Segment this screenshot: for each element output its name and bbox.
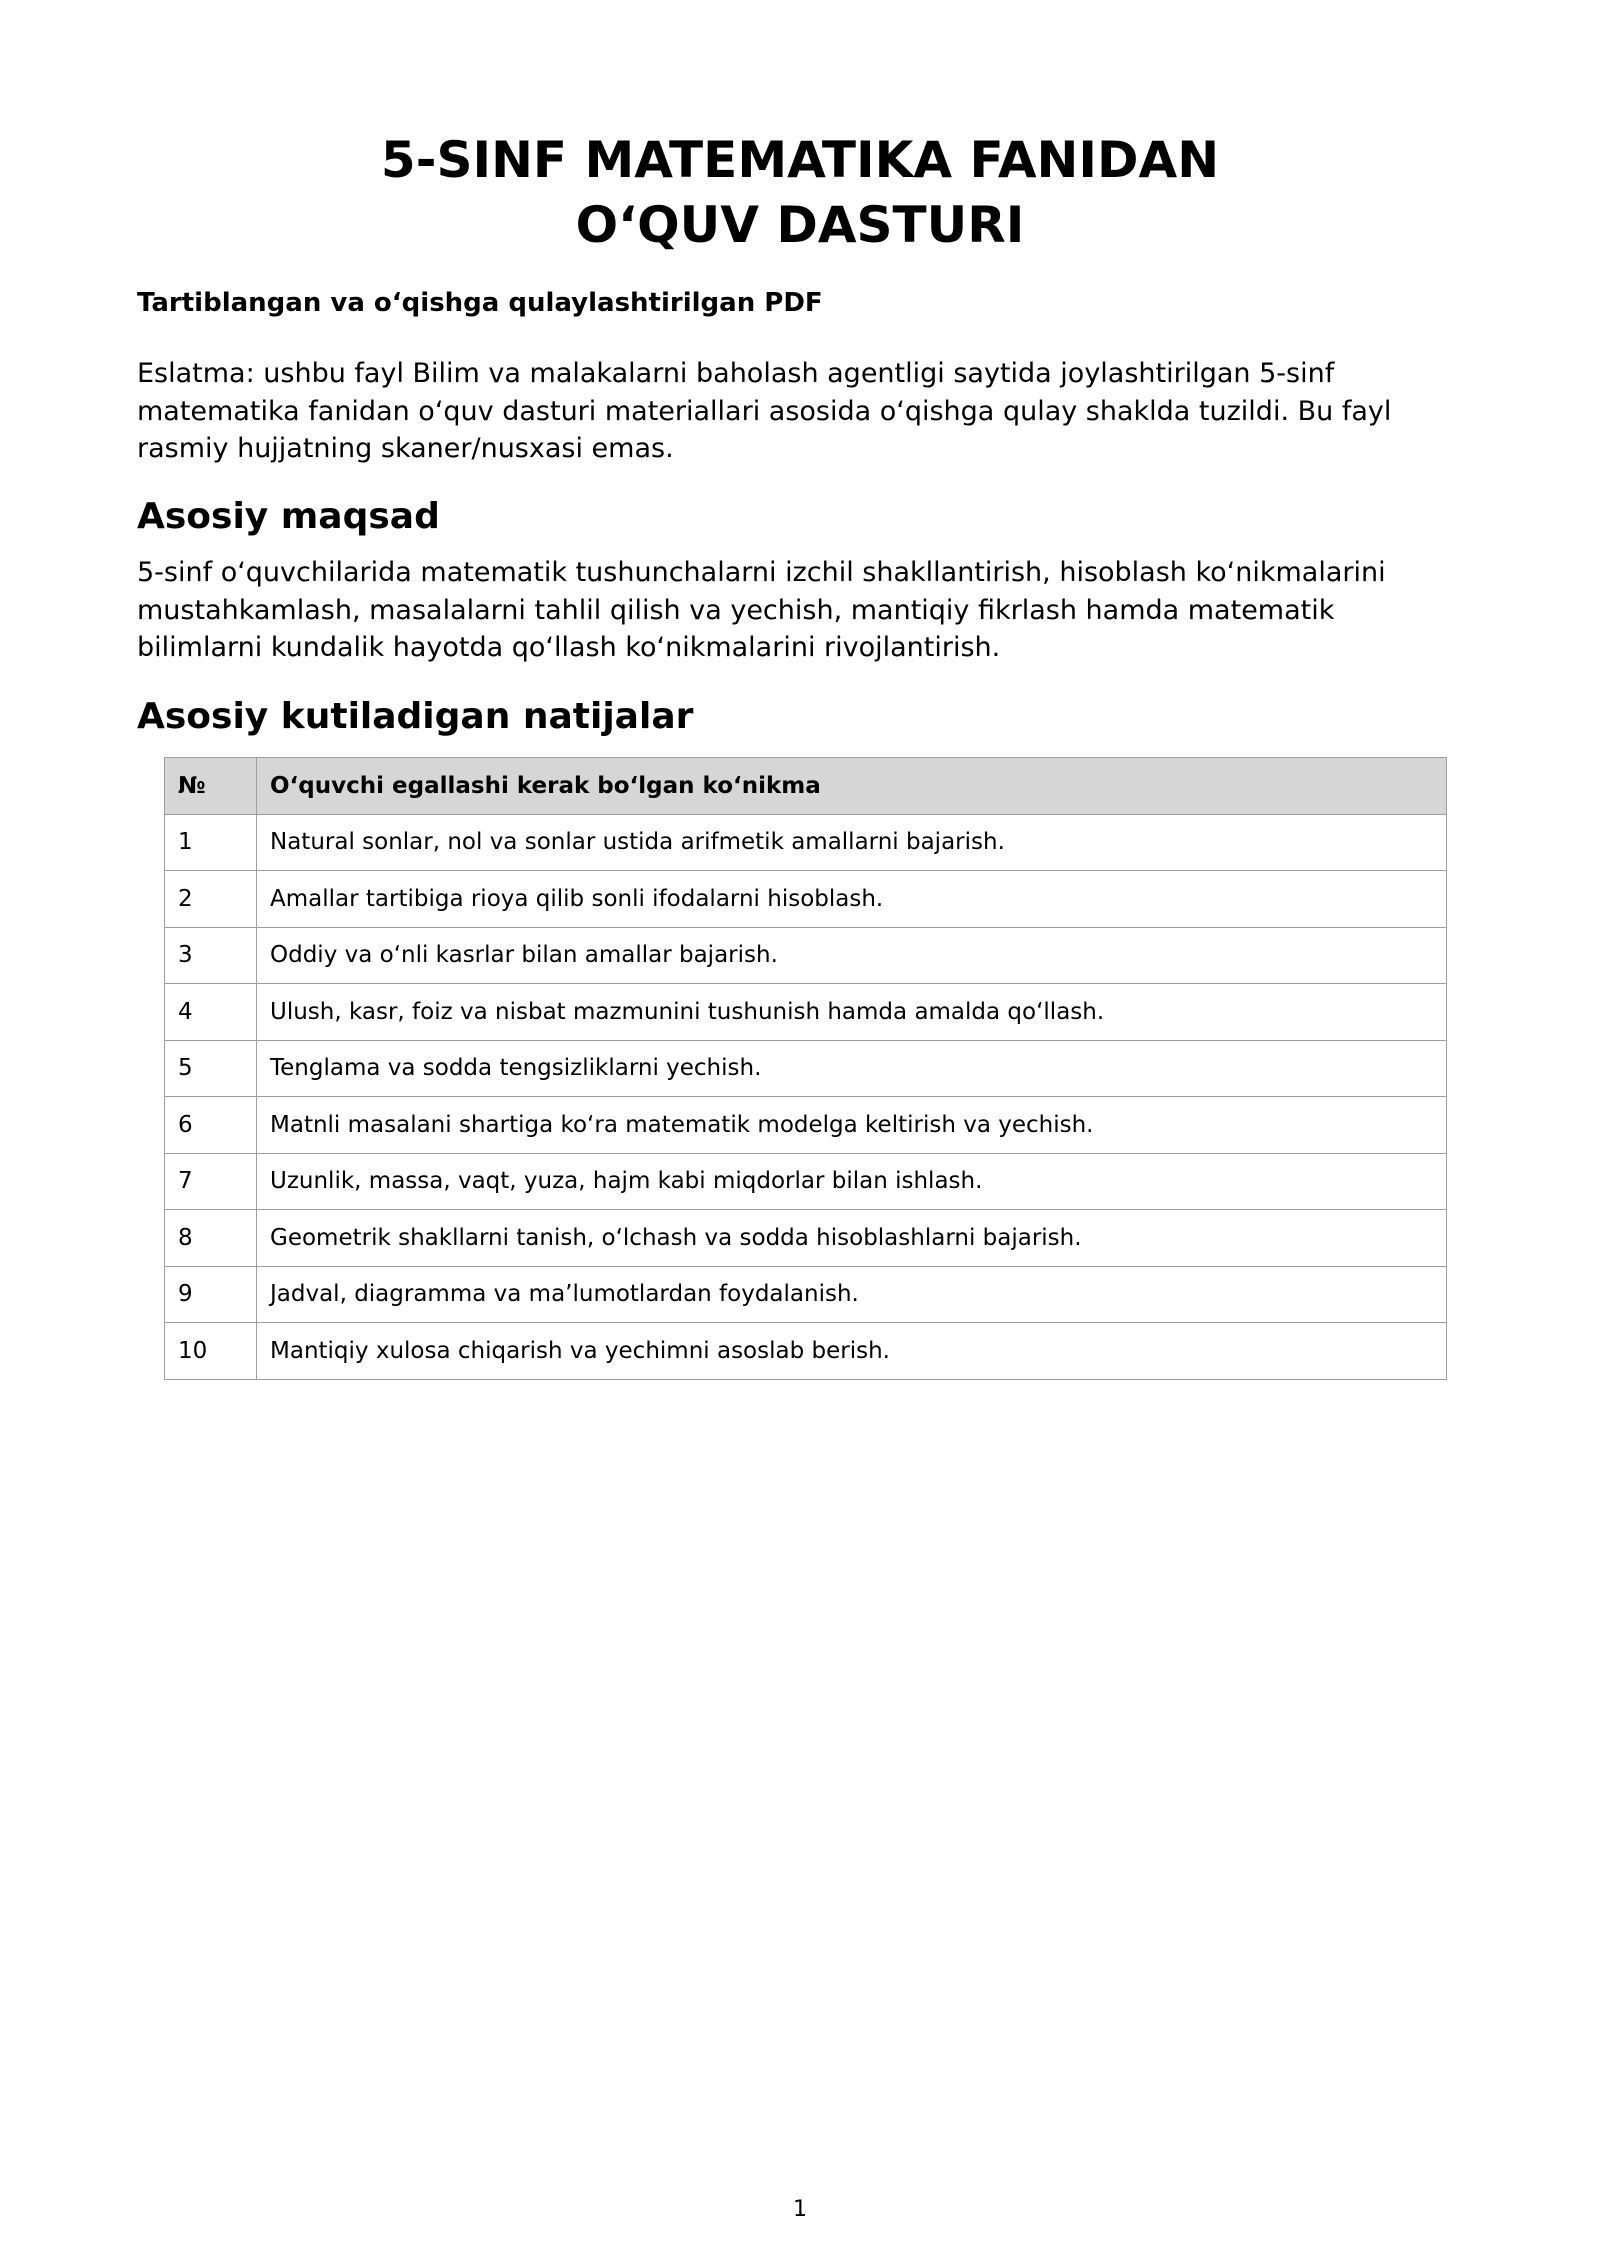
table-row [165, 1153, 1447, 1210]
row-skill: Mantiqiy xulosa chiqarish va yechimni asoslab berish. [257, 1323, 1447, 1380]
table-row [165, 1040, 1447, 1097]
table-row [165, 871, 1447, 928]
row-number: 2 [165, 871, 257, 928]
row-number: 9 [165, 1266, 257, 1323]
row-skill: Matnli masalani shartiga ko‘ra matematik modelga keltirish va yechish. [257, 1097, 1447, 1154]
outcomes-heading: Asosiy kutiladigan natijalar [137, 696, 694, 737]
table-row [165, 1210, 1447, 1267]
table-row [165, 1323, 1447, 1380]
table-row [165, 927, 1447, 984]
row-skill: Ulush, kasr, foiz va nisbat mazmunini tushunish hamda amalda qo‘llash. [257, 984, 1447, 1041]
goal-heading: Asosiy maqsad [137, 496, 440, 537]
row-skill: Uzunlik, massa, vaqt, yuza, hajm kabi miqdorlar bilan ishlash. [257, 1153, 1447, 1210]
document-title [0, 128, 1600, 258]
table-header-row [165, 758, 1447, 815]
row-number: 1 [165, 814, 257, 871]
row-skill: Oddiy va o‘nli kasrlar bilan amallar bajarish. [257, 927, 1447, 984]
title-line-2: O‘QUV DASTURI [575, 196, 1025, 254]
table-row [165, 984, 1447, 1041]
row-number: 3 [165, 927, 257, 984]
table-row [165, 1266, 1447, 1323]
row-skill: Tenglama va sodda tengsizliklarni yechish. [257, 1040, 1447, 1097]
header-skill: O‘quvchi egallashi kerak bo‘lgan ko‘nikma [257, 758, 1447, 815]
row-number: 10 [165, 1323, 257, 1380]
row-number: 8 [165, 1210, 257, 1267]
goal-paragraph: 5-sinf o‘quvchilarida matematik tushunchalarni izchil shakllantirish, hisoblash ko‘nikmalarini mustahkamlash, masalalarni tahlil qilish va yechish, mantiqiy fikrlash hamda matematik bilimlarni kundalik hayotda qo‘llash ko‘nikmalarini rivojlantirish. [137, 557, 1386, 663]
row-number: 6 [165, 1097, 257, 1154]
row-skill: Natural sonlar, nol va sonlar ustida arifmetik amallarni bajarish. [257, 814, 1447, 871]
header-number: № [165, 758, 257, 815]
note-paragraph: Eslatma: ushbu fayl Bilim va malakalarni baholash agentligi saytida joylashtirilgan 5-sinf matematika fanidan o‘quv dasturi materiallari asosida o‘qishga qulay shaklda tuzildi. Bu fayl rasmiy hujjatning skaner/nusxasi emas. [137, 358, 1392, 464]
document-subtitle: Tartiblangan va o‘qishga qulaylashtirilgan PDF [137, 288, 823, 318]
row-number: 5 [165, 1040, 257, 1097]
page-number: 1 [793, 2197, 807, 2222]
row-number: 4 [165, 984, 257, 1041]
title-line-1: 5-SINF MATEMATIKA FANIDAN [380, 131, 1220, 189]
table-row [165, 1097, 1447, 1154]
table-row [165, 814, 1447, 871]
row-number: 7 [165, 1153, 257, 1210]
row-skill: Amallar tartibiga rioya qilib sonli ifodalarni hisoblash. [257, 871, 1447, 928]
row-skill: Jadval, diagramma va ma’lumotlardan foydalanish. [257, 1266, 1447, 1323]
row-skill: Geometrik shakllarni tanish, o‘lchash va sodda hisoblashlarni bajarish. [257, 1210, 1447, 1267]
outcomes-table [164, 757, 1447, 1380]
